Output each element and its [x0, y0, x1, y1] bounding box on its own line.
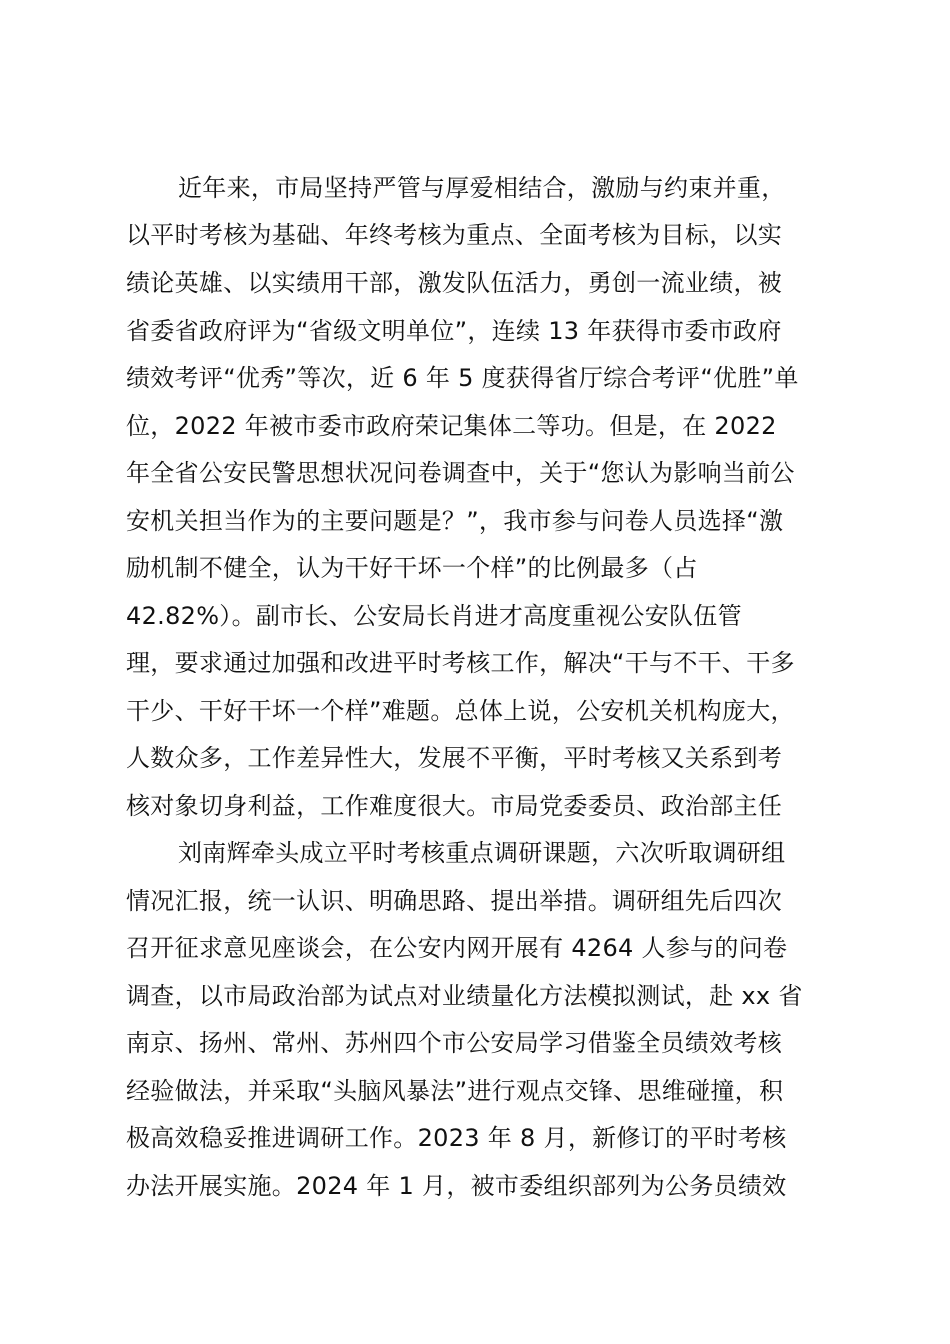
- text-line: 人数众多，工作差异性大，发展不平衡，平时考核又关系到考: [126, 744, 783, 772]
- text-line: 42.82%）。副市长、公安局长肖进才高度重视公安队伍管: [126, 602, 742, 630]
- text-line: 干少、干好干坏一个样”难题。总体上说，公安机关机构庞大，: [126, 697, 795, 725]
- text-line: 年全省公安民警思想状况问卷调查中，关于“您认为影响当前公: [126, 459, 795, 487]
- text-line: 调查，以市局政治部为试点对业绩量化方法模拟测试，赴 xx 省: [126, 982, 803, 1010]
- text-line: 位，2022 年被市委市政府荣记集体二等功。但是，在 2022: [126, 412, 777, 440]
- text-line: 近年来，市局坚持严管与厚爱相结合，激励与约束并重，: [178, 174, 786, 202]
- text-line: 绩效考评“优秀”等次，近 6 年 5 度获得省厅综合考评“优胜”单: [126, 364, 799, 392]
- text-line: 绩论英雄、以实绩用干部，激发队伍活力，勇创一流业绩，被: [126, 269, 783, 297]
- text-line: 理，要求通过加强和改进平时考核工作，解决“干与不干、干多: [126, 649, 795, 677]
- text-line: 省委省政府评为“省级文明单位”，连续 13 年获得市委市政府: [126, 317, 782, 345]
- text-line: 情况汇报，统一认识、明确思路、提出举措。调研组先后四次: [126, 887, 783, 915]
- text-line: 励机制不健全，认为干好干坏一个样”的比例最多（占: [126, 554, 698, 582]
- text-line: 经验做法，并采取“头脑风暴法”进行观点交锋、思维碰撞，积: [126, 1077, 784, 1105]
- text-line: 以平时考核为基础、年终考核为重点、全面考核为目标，以实: [126, 221, 783, 249]
- text-line: 办法开展实施。2024 年 1 月，被市委组织部列为公务员绩效: [126, 1172, 787, 1200]
- text-line: 安机关担当作为的主要问题是？”，我市参与问卷人员选择“激: [126, 507, 784, 535]
- text-line: 南京、扬州、常州、苏州四个市公安局学习借鉴全员绩效考核: [126, 1029, 783, 1057]
- text-line: 刘南辉牵头成立平时考核重点调研课题，六次听取调研组: [178, 839, 786, 867]
- text-line: 核对象切身利益，工作难度很大。市局党委委员、政治部主任: [126, 792, 783, 820]
- text-line: 极高效稳妥推进调研工作。2023 年 8 月，新修订的平时考核: [126, 1124, 787, 1152]
- text-line: 召开征求意见座谈会，在公安内网开展有 4264 人参与的问卷: [126, 934, 788, 962]
